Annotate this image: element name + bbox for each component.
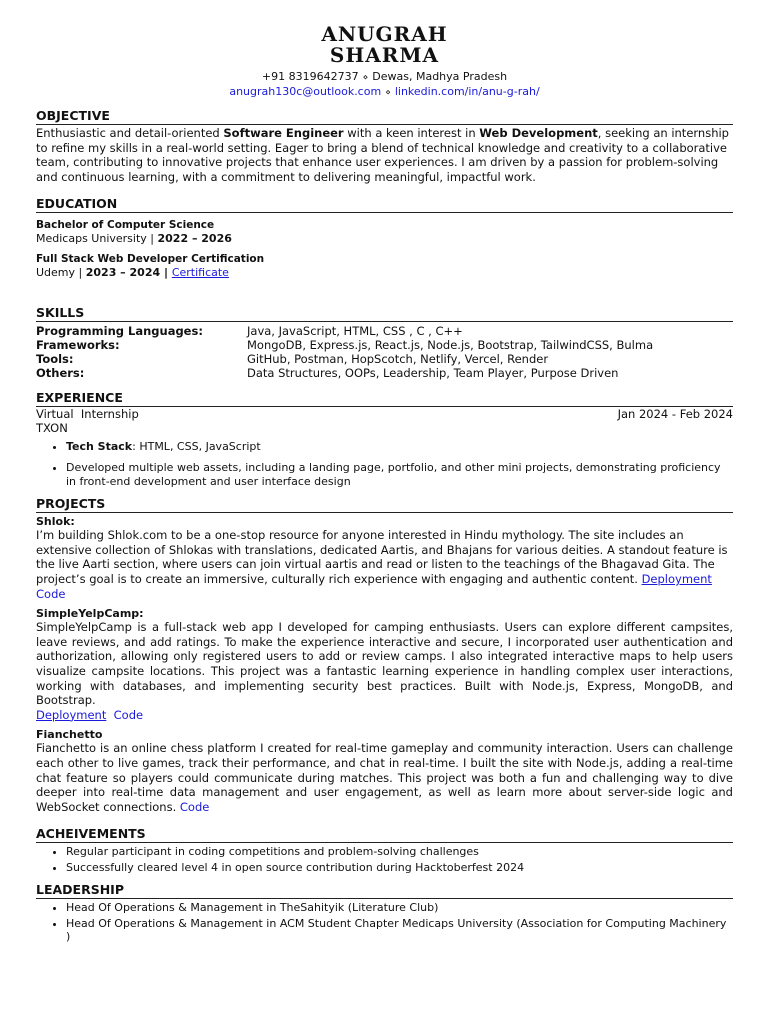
skill-value: MongoDB, Express.js, React.js, Node.js, Bootstrap, TailwindCSS, Bulma <box>247 338 654 353</box>
divider: | <box>75 266 86 280</box>
leadership-heading: LEADERSHIP <box>36 882 733 899</box>
project-title: Fianchetto <box>36 728 103 742</box>
phone-number: +91 8319642737 <box>261 70 359 83</box>
code-link[interactable]: Code <box>179 799 210 814</box>
degree-title: Bachelor of Computer Science <box>36 219 215 232</box>
achievements-heading: ACHEIVEMENTS <box>36 826 733 843</box>
objective-bold-role: Software Engineer <box>223 126 344 140</box>
divider: | <box>160 266 172 280</box>
code-link[interactable]: Code <box>36 586 66 601</box>
project-item <box>36 607 733 722</box>
contact-info <box>36 70 733 100</box>
company-name: TXON <box>36 421 68 436</box>
job-dates: Jan 2024 - Feb 2024 <box>617 407 733 422</box>
job-role: Virtual Internship <box>36 407 139 422</box>
skill-value: Data Structures, OOPs, Leadership, Team Player, Purpose Driven <box>247 366 619 381</box>
name-first: ANUGRAH <box>321 22 448 46</box>
list-item <box>66 440 733 453</box>
tech-stack-value: : HTML, CSS, JavaScript <box>132 439 261 453</box>
skill-label: Tools: <box>36 352 74 367</box>
institution: Udemy <box>36 266 76 280</box>
deployment-link[interactable]: Deployment <box>36 707 107 722</box>
separator-diamond-icon: ⋄ <box>385 88 391 98</box>
project-description <box>36 528 733 601</box>
project-item <box>36 728 733 814</box>
list-item: • Developed multiple web assets, including a landing page, portfolio, and other mini projects, demonstrating proficiency in front-end development and user interface design <box>66 461 733 488</box>
degree-title: Full Stack Web Developer Certification <box>36 253 265 266</box>
project-item <box>36 515 733 601</box>
degree-details <box>36 232 733 245</box>
experience-item <box>36 407 733 488</box>
project-desc-text: SimpleYelpCamp is a full-stack web app I developed for camping enthusiasts. Users can explore different campsites, leave reviews, and add ratings. To make the experience interactive and secure, I incorporated user authentication and authorization, allowing only registered users to add or review camps. I also integrated interactive maps to help users visualize campsite locations. This project was a fantastic learning experience in handling complex user interactions, working with databases, and implementing security best practices. Built with Node.js, Express, MongoDB, and Bootstrap. <box>36 620 733 708</box>
skill-label: Frameworks: <box>36 338 120 353</box>
project-title: Shlok: <box>36 515 75 529</box>
code-link[interactable]: Code <box>113 707 144 722</box>
list-item: • Successfully cleared level 4 in open source contribution during Hacktoberfest 2024 <box>66 861 733 874</box>
skills-heading: SKILLS <box>36 305 733 322</box>
skill-value: GitHub, Postman, HopScotch, Netlify, Vercel, Render <box>247 352 549 367</box>
skill-label: Programming Languages: <box>36 324 203 339</box>
objective-text-part: Enthusiastic and detail-oriented <box>36 126 224 140</box>
education-item <box>36 219 733 245</box>
deployment-link[interactable]: Deployment <box>641 571 712 586</box>
skill-value: Java, JavaScript, HTML, CSS , C , C++ <box>247 324 463 339</box>
tech-stack-label: Tech Stack <box>66 439 133 453</box>
objective-text-part: , seeking an internship to refine my skills in a real-world setting. Eager to bring a blend of technical knowledge and creativity to a collaborative team, contributing to innovative projects that enhance user experiences. I am driven by a passion for problem-solving and continuous learning, with a commitment to delivering meaningful, impactful work. <box>36 126 729 184</box>
skill-row <box>36 338 733 352</box>
years: 2022 – 2026 <box>157 232 232 246</box>
institution: Medicaps University <box>36 232 147 246</box>
education-heading: EDUCATION <box>36 196 733 213</box>
objective-text <box>36 126 733 184</box>
project-description <box>36 620 733 722</box>
name-last: SHARMA <box>329 43 440 67</box>
objective-heading: OBJECTIVE <box>36 108 733 125</box>
separator-diamond-icon: ⋄ <box>362 73 369 83</box>
projects-heading: PROJECTS <box>36 496 733 513</box>
contact-line-1 <box>36 70 733 85</box>
project-desc-text: Fianchetto is an online chess platform I created for real-time gameplay and community interaction. Users can challenge each other to live games, track their performance, and chat in real-time. I built the site with Node.js, adding a real-time chat feature so players could communicate during matches. This project was both a fun and challenging way to dive deeper into real-time data management and user engagement, as well as learn more about server-side logic and WebSocket connections. <box>36 741 733 814</box>
skill-label: Others: <box>36 366 85 381</box>
linkedin-link[interactable]: linkedin.com/in/anu-g-rah/ <box>394 85 540 98</box>
years: 2023 – 2024 <box>85 266 161 280</box>
achievements-list <box>36 845 733 874</box>
location: Dewas, Madhya Pradesh <box>372 70 508 83</box>
experience-header <box>36 407 733 421</box>
experience-bullets <box>36 440 733 488</box>
contact-line-2 <box>36 85 733 100</box>
list-item: • Head Of Operations & Management in ACM Student Chapter Medicaps University (Association for Computing Machinery ) <box>66 917 733 944</box>
leadership-list <box>36 901 733 943</box>
email-link[interactable]: anugrah130c@outlook.com <box>229 85 382 98</box>
candidate-name <box>36 24 733 66</box>
experience-heading: EXPERIENCE <box>36 390 733 407</box>
list-item: • Regular participant in coding competitions and problem-solving challenges <box>66 845 733 858</box>
project-title: SimpleYelpCamp: <box>36 607 144 621</box>
education-item <box>36 253 733 279</box>
project-desc-text: I’m building Shlok.com to be a one-stop resource for anyone interested in Hindu mythology. The site includes an extensive collection of Shlokas with translations, dedicated Aartis, and Bhajans for various deities. A standout feature is the live Aarti section, where users can join virtual aartis and read or listen to the teachings of the Bhagavad Gita. The project’s goal is to create an immersive, culturally rich experience with engaging and authentic content. <box>36 528 728 586</box>
certificate-link[interactable]: Certificate <box>171 266 229 280</box>
list-item: • Head Of Operations & Management in TheSahityik (Literature Club) <box>66 901 733 914</box>
skill-row <box>36 366 733 380</box>
objective-text-part: with a keen interest in <box>343 126 480 140</box>
skills-table <box>36 324 733 380</box>
skill-row <box>36 352 733 366</box>
degree-details <box>36 266 733 279</box>
objective-bold-interest: Web Development <box>479 126 598 140</box>
skill-row <box>36 324 733 338</box>
project-description <box>36 741 733 814</box>
divider: | <box>146 232 158 246</box>
resume-page <box>36 24 733 945</box>
